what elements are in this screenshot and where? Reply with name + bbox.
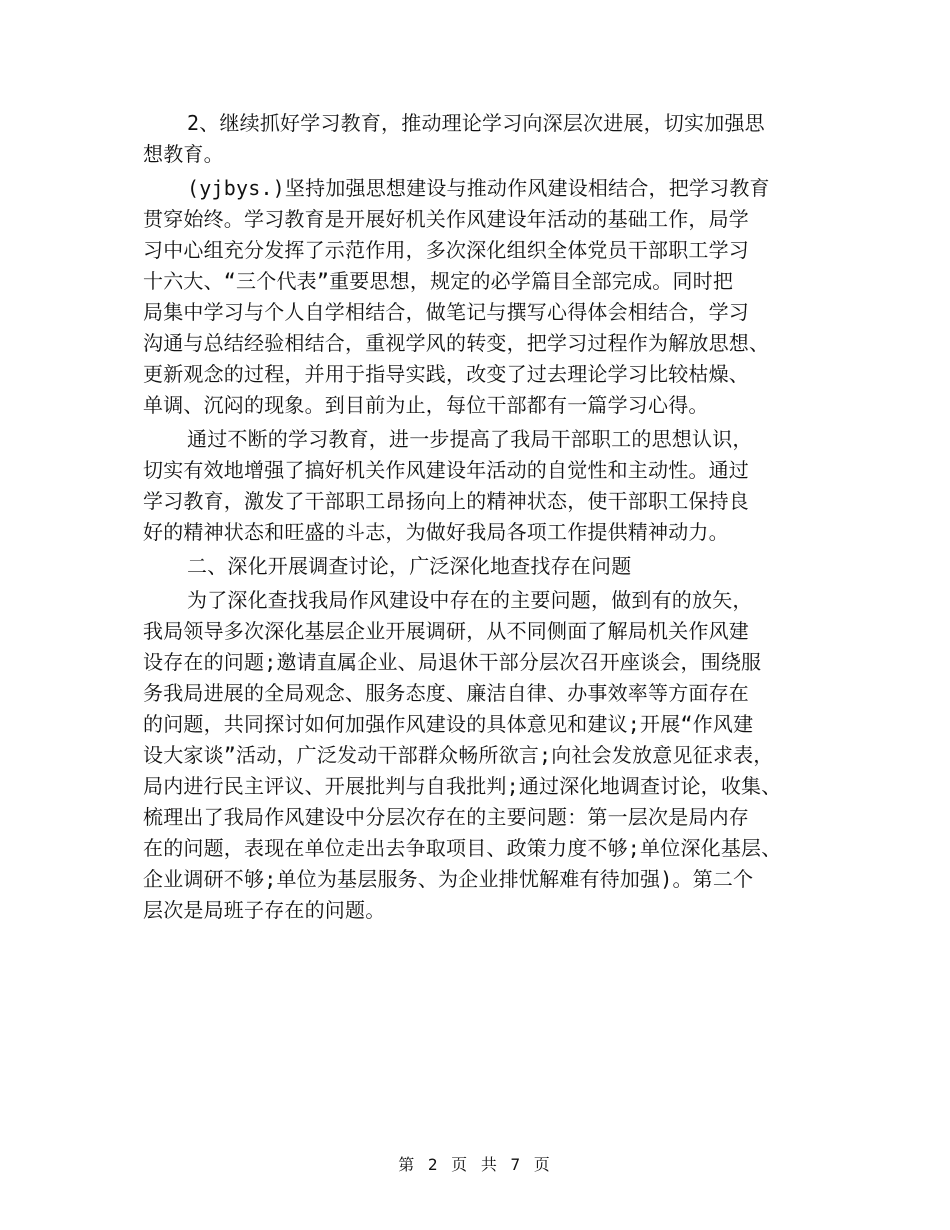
paragraph-line: 单调、沉闷的现象。到目前为止，每位干部都有一篇学习心得。	[143, 393, 709, 417]
paragraph-line: 十六大、“三个代表”重要思想，规定的必学篇目全部完成。同时把	[143, 269, 734, 293]
paragraph-line: 更新观念的过程，并用于指导实践，改变了过去理论学习比较枯燥、	[143, 362, 749, 386]
paragraph-line: 通过不断的学习教育，进一步提高了我局干部职工的思想认识，	[187, 427, 753, 451]
paragraph-line: (yjbys.)坚持加强思想建设与推动作风建设相结合，把学习教育	[187, 176, 770, 200]
paragraph-line: 务我局进展的全局观念、服务态度、廉洁自律、办事效率等方面存在	[143, 681, 749, 705]
paragraph-line: 局集中学习与个人自学相结合，做笔记与撰写心得体会相结合，学习	[143, 300, 749, 324]
paragraph-line: 学习教育，激发了干部职工昂扬向上的精神状态，使干部职工保持良	[143, 489, 749, 513]
paragraph-line: 设存在的问题;邀请直属企业、局退休干部分层次召开座谈会，围绕服	[143, 650, 762, 674]
paragraph-line: 想教育。	[143, 142, 224, 166]
paragraph-line: 习中心组充分发挥了示范作用，多次深化组织全体党员干部职工学习	[143, 238, 749, 262]
paragraph-line: 为了深化查找我局作风建设中存在的主要问题，做到有的放矢，	[187, 588, 753, 612]
paragraph-line: 局内进行民主评议、开展批判与自我批判;通过深化地调查讨论，收集、	[143, 774, 782, 798]
paragraph-line: 贯穿始终。学习教育是开展好机关作风建设年活动的基础工作，局学	[143, 207, 749, 231]
document-body	[143, 108, 823, 926]
paragraph-line: 的问题，共同探讨如何加强作风建设的具体意见和建议;开展“作风建	[143, 712, 754, 736]
paragraph-line: 沟通与总结经验相结合，重视学风的转变，把学习过程作为解放思想、	[143, 331, 770, 355]
paragraph-line: 设大家谈”活动，广泛发动干部群众畅所欲言;向社会发放意见征求表，	[143, 743, 774, 767]
section-heading: 二、深化开展调查讨论，广泛深化地查找存在问题	[187, 554, 632, 578]
paragraph-line: 企业调研不够;单位为基层服务、为企业排忧解难有待加强)。第二个	[143, 867, 754, 891]
paragraph-line: 层次是局班子存在的问题。	[143, 898, 386, 922]
paragraph-line: 好的精神状态和旺盛的斗志，为做好我局各项工作提供精神动力。	[143, 520, 729, 544]
paragraph-line: 2、继续抓好学习教育，推动理论学习向深层次进展，切实加强思	[187, 111, 765, 135]
page-number-footer: 第 2 页 共 7 页	[398, 1155, 552, 1174]
paragraph-line: 切实有效地增强了搞好机关作风建设年活动的自觉性和主动性。通过	[143, 458, 749, 482]
paragraph-line: 我局领导多次深化基层企业开展调研，从不同侧面了解局机关作风建	[143, 619, 749, 643]
paragraph-line: 梳理出了我局作风建设中分层次存在的主要问题：第一层次是局内存	[143, 805, 749, 829]
paragraph-line: 在的问题，表现在单位走出去争取项目、政策力度不够;单位深化基层、	[143, 836, 782, 860]
